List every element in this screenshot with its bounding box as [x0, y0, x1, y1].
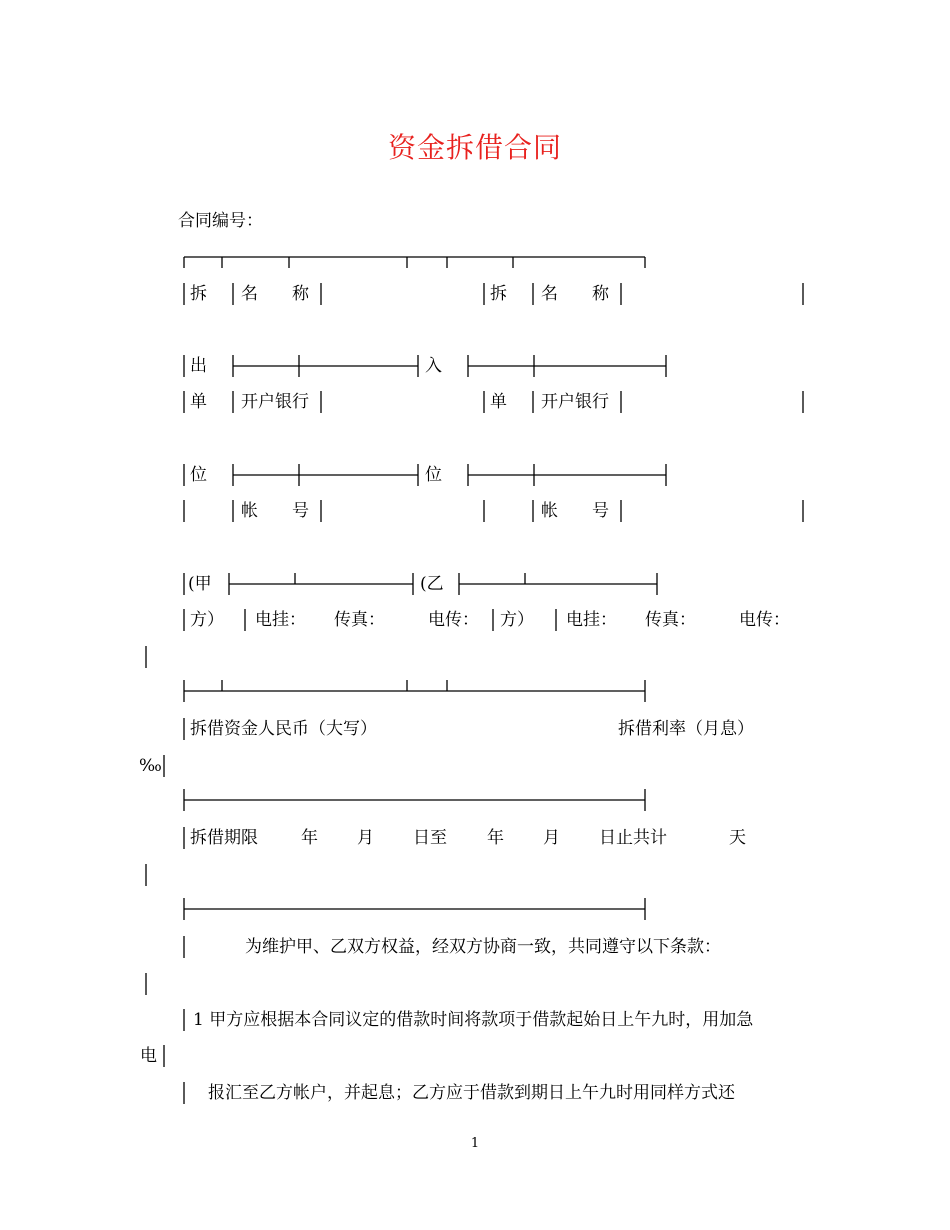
borrower-role-char-3: 单: [490, 392, 507, 412]
term-end-day-total: 日止共计: [599, 828, 667, 848]
term-start-month: 月: [357, 828, 374, 848]
borrower-bank-label: 开户银行: [541, 392, 609, 412]
term-days: 天: [729, 828, 746, 848]
amount-label: 拆借资金人民币（大写）: [190, 719, 377, 739]
party-a-phone-label: 电挂：: [255, 610, 306, 630]
party-b-close: 方）: [500, 610, 534, 630]
party-a-fax-label: 传真：: [334, 610, 385, 630]
lender-account-label: 帐 号: [241, 501, 309, 521]
clause-1-line-2: 报汇至乙方帐户，并起息；乙方应于借款到期日上午九时用同样方式还: [208, 1083, 735, 1103]
borrower-role-char-2: 入: [425, 356, 442, 376]
borrower-name-label: 名 称: [541, 284, 609, 304]
lender-role-char-3: 单: [190, 392, 207, 412]
borrower-role-char-4: 位: [425, 465, 442, 485]
page-number: 1: [470, 1136, 480, 1151]
term-start-year: 年: [301, 828, 318, 848]
borrower-role-char: 拆: [490, 284, 507, 304]
party-a-close: 方）: [190, 610, 224, 630]
clause-1-wrap: 电: [140, 1046, 157, 1066]
term-start-day: 日至: [413, 828, 447, 848]
contract-number-label: 合同编号：: [178, 211, 263, 231]
party-b-telex-label: 电传：: [739, 610, 790, 630]
party-b-fax-label: 传真：: [645, 610, 696, 630]
borrower-account-label: 帐 号: [541, 501, 609, 521]
lender-role-char-4: 位: [190, 465, 207, 485]
term-label: 拆借期限: [190, 828, 258, 848]
lender-bank-label: 开户银行: [241, 392, 309, 412]
preamble-text: 为维护甲、乙双方权益，经双方协商一致，共同遵守以下条款：: [245, 937, 721, 957]
permille-sign: ‰: [139, 756, 162, 776]
party-b-phone-label: 电挂：: [566, 610, 617, 630]
clause-1-line-1: 1 甲方应根据本合同议定的借款时间将款项于借款起始日上午九时，用加急: [193, 1010, 754, 1030]
lender-role-char-2: 出: [190, 356, 207, 376]
party-b-label: (乙: [420, 574, 444, 594]
party-a-telex-label: 电传：: [428, 610, 479, 630]
rate-label: 拆借利率（月息）: [618, 719, 754, 739]
document-title: 资金拆借合同: [387, 131, 562, 164]
lender-role-char: 拆: [190, 284, 207, 304]
term-end-month: 月: [543, 828, 560, 848]
lender-name-label: 名 称: [241, 284, 309, 304]
term-end-year: 年: [487, 828, 504, 848]
party-a-label: (甲: [188, 574, 212, 594]
